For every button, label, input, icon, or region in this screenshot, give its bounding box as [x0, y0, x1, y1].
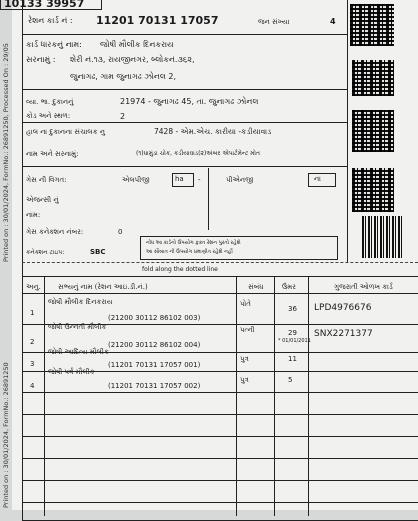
divider	[22, 34, 347, 35]
qr-code	[352, 60, 394, 96]
barcode	[362, 216, 404, 258]
holder-name-label: કાર્ડ ધારકનું નામ:	[26, 40, 82, 49]
dealer-label: હાલ ના દુકાનના સંચાલક નુ	[26, 128, 105, 136]
dealer-address-label: નામ અને સરનામું:	[26, 150, 79, 158]
connection-label: ગેસ કનેક્શન નંબર:	[26, 228, 84, 236]
member-name: જોષી પર્વ મૌલીક	[48, 368, 95, 376]
member-relation: પુત્ર	[240, 355, 249, 363]
code-label: કોડ અને સ્થળ:	[26, 112, 71, 120]
member-dob: * 01/01/2011	[278, 338, 311, 344]
png-box	[308, 173, 336, 187]
png-value: ના	[314, 175, 321, 183]
id-card-number: LPD4976676	[314, 303, 372, 313]
connection-value: 0	[118, 228, 123, 236]
member-relation: પોતે	[240, 300, 251, 308]
divider	[208, 168, 209, 230]
qr-code	[350, 4, 394, 46]
row-no: 4	[30, 382, 35, 390]
member-id: (21200 30112 86102 003)	[108, 314, 201, 322]
members-count: 4	[330, 17, 336, 26]
member-age: 5	[288, 376, 293, 384]
col-header-id-card: ગુજરાતી ઓળખ કાર્ડ	[334, 283, 393, 291]
divider	[22, 276, 418, 277]
connection-type-value: SBC	[90, 248, 106, 256]
note-line-1: નોંધ આ કાર્ડનો ઉપયોગ ફક્ત રેશન પુરતો રહેશે	[146, 240, 241, 246]
id-card-number: SNX2271377	[314, 329, 373, 339]
member-age: 11	[288, 355, 297, 363]
dealer-value: 7428 - એમ.એચ. કારીયા -કડીયાવાડ	[154, 127, 272, 136]
divider	[22, 122, 347, 123]
address-line-2: જુનાગઢ, ગામ જુનાગઢ ઝોનલ 2,	[70, 72, 177, 81]
member-id: (21200 30112 86102 004)	[108, 341, 201, 349]
row-no: 1	[30, 309, 35, 317]
member-name: જોષી આદિત્ય મૌલીક	[48, 348, 109, 356]
row-divider	[22, 480, 418, 481]
row-divider	[22, 414, 418, 415]
member-name: જોષી મૌલીક દિનકરાય	[48, 298, 113, 306]
member-id: (11201 70131 17057 001)	[108, 361, 201, 369]
fold-line	[22, 262, 418, 263]
row-divider	[22, 502, 418, 503]
print-info-top: Printed on : 30/01/2024, FormNo.: 26891250, Processed On : 29/05	[2, 43, 10, 262]
gas-details-label: ગેસ ની વિગત:	[26, 176, 67, 184]
shop-label: વ્યા. ભા. દુકાનનું	[26, 98, 74, 106]
divider	[347, 0, 348, 262]
row-divider	[22, 392, 418, 393]
top-number: 10133 39957	[4, 0, 85, 10]
note-line-2: આ સૌબાત ની ઉપયોગ પ્રમાણીત રહેશે નહીં	[146, 249, 233, 255]
divider	[22, 166, 347, 167]
divider	[22, 89, 347, 90]
dealer-address: (૧)ધામુંડા ચોક, કડીયાવાડ(૨)અંબર એપાર્ટમેન્ટ મોત	[136, 150, 260, 157]
png-label: પીએનજી	[226, 176, 254, 184]
connection-type-label: કનેક્શન ટાઇપ:	[26, 249, 65, 256]
member-age: 36	[288, 305, 297, 313]
holder-name: જોષી મૌલીક દિનકરાય	[100, 40, 174, 49]
agency-label: એજન્સી નું	[26, 196, 59, 204]
member-relation: પુત્ર	[240, 376, 249, 384]
qr-code	[352, 168, 394, 212]
member-relation: પત્ની	[240, 326, 255, 334]
members-label: જન સંખ્યા	[258, 18, 290, 26]
lpg-value: ha	[175, 175, 184, 183]
col-header-age: ઉંમર	[282, 283, 296, 291]
agency-name-label: નામ:	[26, 211, 41, 219]
shop-value: 21974 - જુનાગઢ 45, તા. જુનાગઢ ઝોનલ	[120, 97, 259, 106]
member-name: જોષી ઉન્નતી મૌલીક	[48, 323, 107, 331]
lpg-label: એલપીજી	[122, 176, 150, 184]
code-value: 2	[120, 112, 126, 121]
dash: -	[198, 176, 201, 184]
divider	[22, 293, 418, 294]
print-info-bottom: Printed on : 30/01/2024, FormNo.: 26891250	[2, 362, 10, 508]
member-age: 29	[288, 329, 297, 337]
col-header-name: સભ્યનું નામ (રેશન આઇ.ડી.નં.)	[58, 283, 148, 291]
fold-text: fold along the dotted line	[142, 266, 218, 273]
row-divider	[22, 458, 418, 459]
qr-code	[352, 110, 394, 152]
row-no: 2	[30, 338, 35, 346]
row-no: 3	[30, 360, 35, 368]
col-header-relation: સંબંધ	[248, 283, 264, 291]
member-id: (11201 70131 17057 002)	[108, 382, 201, 390]
address-label: સરનામું :	[26, 55, 56, 64]
ration-card-label: રેશન કાર્ડ નં :	[28, 16, 73, 25]
ration-card-number: 11201 70131 17057	[96, 14, 219, 27]
row-divider	[22, 436, 418, 437]
col-header-no: અનુ.	[26, 283, 41, 291]
address-line-1: શેરી નં.૧૩, રાયજીનગર, બ્લોકનં.૩૬૨,	[70, 55, 195, 64]
